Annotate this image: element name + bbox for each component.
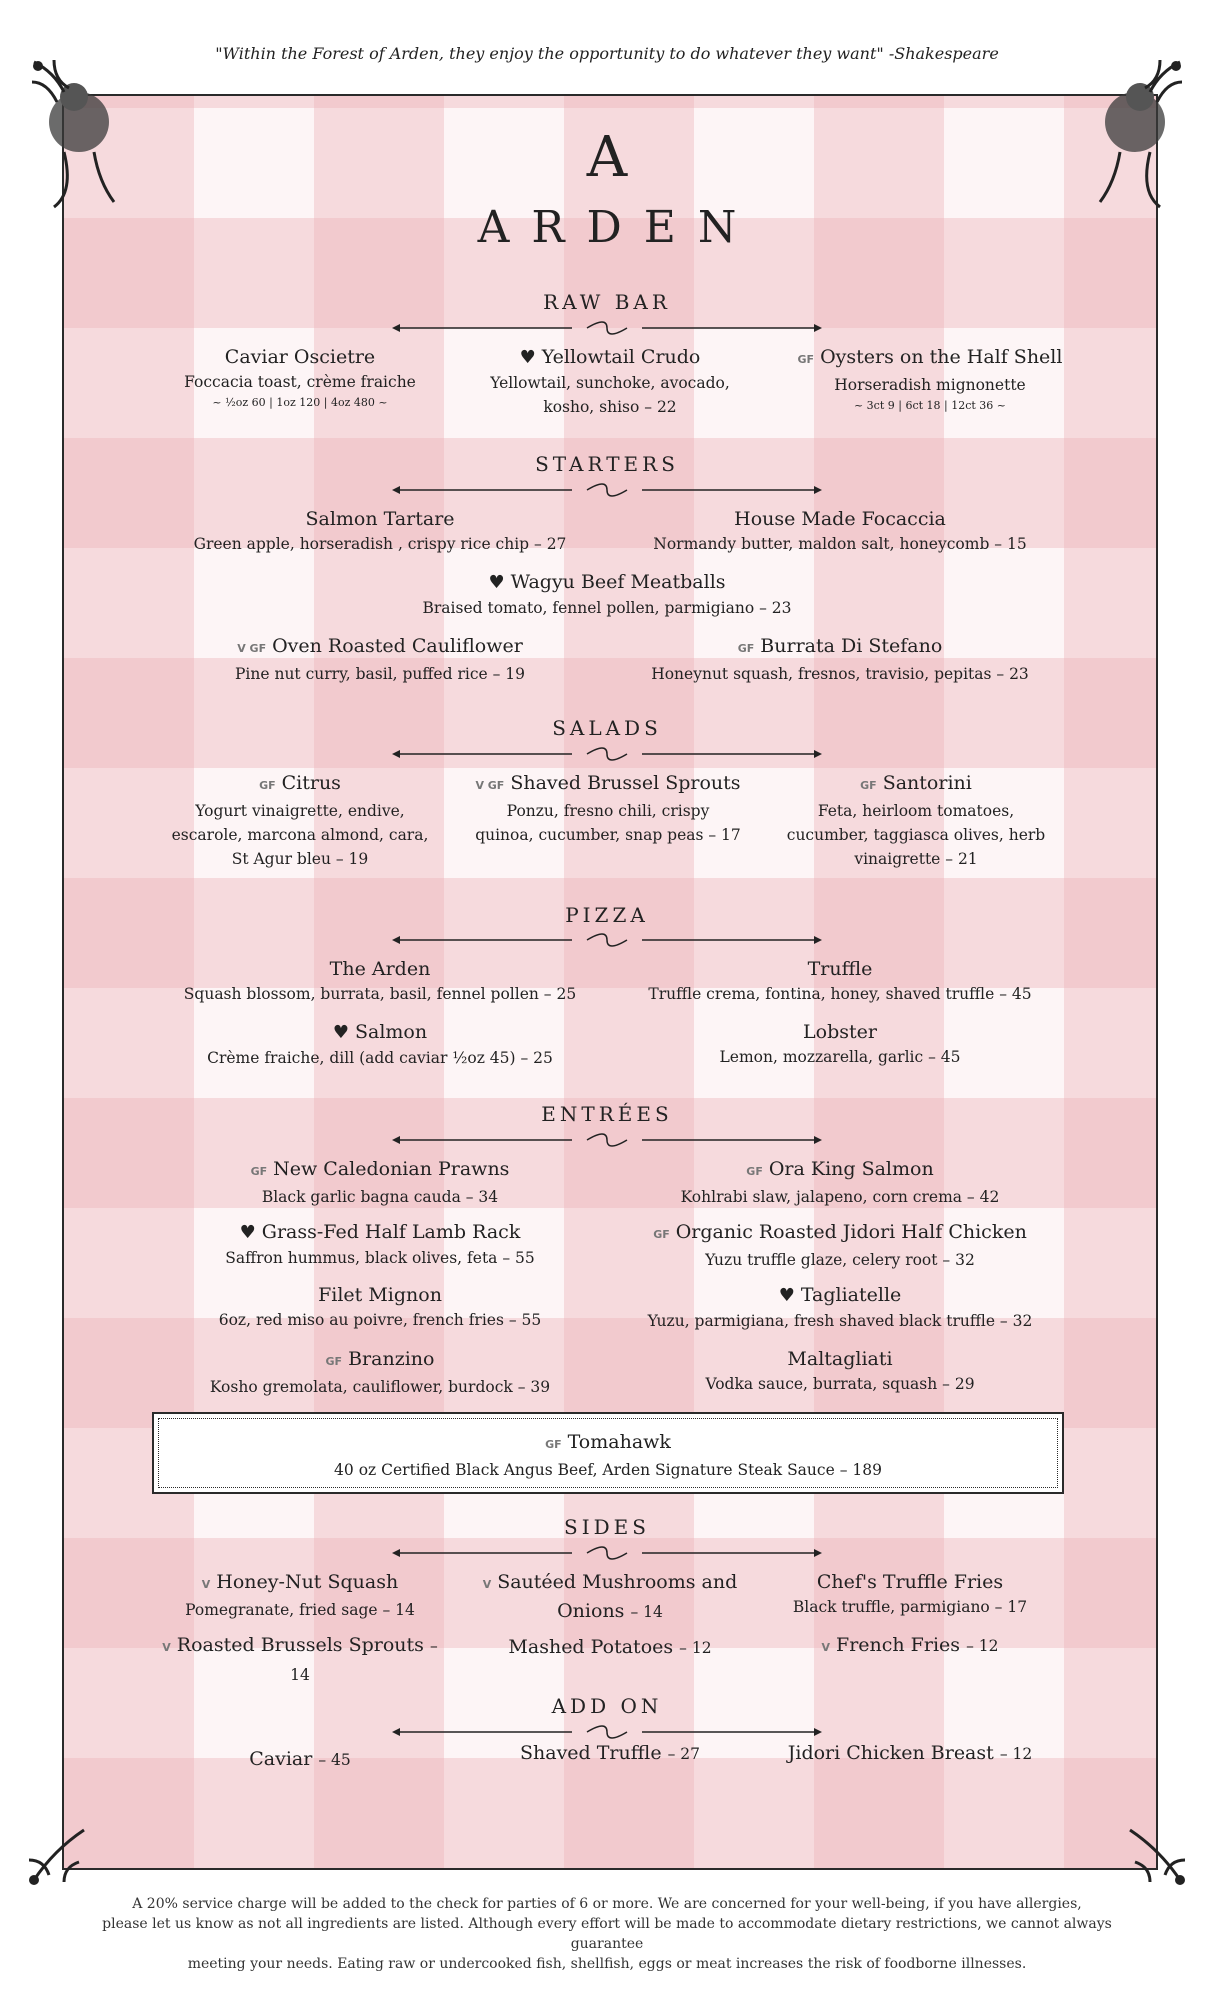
item-name: Organic Roasted Jidori Half Chicken [675, 1221, 1027, 1243]
item-name: Lobster [803, 1021, 877, 1043]
section-title-sides: SIDES [564, 1515, 650, 1539]
heart-icon: ♥ [519, 347, 536, 368]
heart-icon: ♥ [239, 1222, 256, 1243]
flourish-divider-icon [392, 318, 822, 338]
item-name: Caviar Oscietre [224, 346, 376, 368]
item-name: Citrus [281, 772, 341, 794]
item-name: Grass-Fed Half Lamb Rack [261, 1221, 521, 1243]
menu-item [760, 1740, 1060, 1766]
item-desc: Honeynut squash, fresnos, travisio, pepitas – 23 [651, 665, 1029, 683]
menu-item [140, 344, 460, 412]
item-pricing: ~ 3ct 9 | 6ct 18 | 12ct 36 ~ [853, 399, 1007, 412]
menu-item [620, 506, 1060, 556]
item-desc: Pomegranate, fried sage – 14 [185, 1601, 415, 1619]
gf-badge: GF [325, 1355, 343, 1368]
flourish-divider-icon [392, 1722, 822, 1742]
item-name: Ora King Salmon [768, 1158, 934, 1180]
gf-badge: GF [737, 642, 755, 655]
gf-badge: GF [746, 1165, 763, 1178]
item-desc: Truffle crema, fontina, honey, shaved truffle – 45 [648, 985, 1032, 1003]
menu-item [150, 1632, 450, 1687]
item-name-cont: Onions [557, 1600, 625, 1622]
item-price: – 14 [630, 1603, 663, 1621]
footer-line: A 20% service charge will be added to the check for parties of 6 or more. We are concerned for your well-being, if you have allergies, [132, 1896, 1082, 1912]
item-desc: Black truffle, parmigiano – 17 [792, 1598, 1028, 1616]
item-desc: Horseradish mignonette [834, 376, 1026, 394]
item-desc: Crème fraiche, dill (add caviar ½oz 45) – 25 [207, 1049, 553, 1067]
flourish-divider-icon [392, 480, 822, 500]
section-title-salads: SALADS [552, 716, 662, 740]
item-name: Salmon Tartare [305, 508, 455, 530]
v-gf-badge: V GF [475, 779, 505, 792]
item-name: Branzino [348, 1348, 435, 1370]
featured-item-box [152, 1412, 1064, 1494]
item-desc: vinaigrette – 21 [854, 850, 978, 868]
item-name: Filet Mignon [318, 1284, 442, 1306]
item-name: New Caledonian Prawns [273, 1158, 510, 1180]
item-desc: Saffron hummus, black olives, feta – 55 [225, 1249, 535, 1267]
item-desc: Vodka sauce, burrata, squash – 29 [705, 1375, 975, 1393]
item-desc: Feta, heirloom tomatoes, [817, 802, 1015, 820]
menu-item [766, 770, 1066, 871]
item-desc: Foccacia toast, crème fraiche [184, 373, 416, 391]
item-price: – 27 [667, 1745, 701, 1763]
menu-item [610, 956, 1070, 1006]
gf-badge: GF [545, 1438, 562, 1451]
item-desc: Normandy butter, maldon salt, honeycomb – 15 [653, 535, 1027, 553]
section-title-pizza: PIZZA [565, 903, 649, 927]
item-desc: cucumber, taggiasca olives, herb [786, 826, 1046, 844]
menu-item [460, 1569, 760, 1624]
item-desc: 40 oz Certified Black Angus Beef, Arden Signature Steak Sauce – 189 [334, 1461, 882, 1479]
item-desc: Yellowtail, sunchoke, avocado, [490, 374, 730, 392]
footer-disclaimer [80, 1894, 1134, 1974]
section-title-raw-bar: RAW BAR [543, 290, 671, 314]
item-desc: Kohlrabi slaw, jalapeno, corn crema – 42 [680, 1188, 1000, 1206]
item-desc: Yuzu truffle glaze, celery root – 32 [705, 1251, 975, 1269]
item-name: Honey-Nut Squash [216, 1571, 399, 1593]
v-badge: V [162, 1641, 171, 1654]
item-desc: Braised tomato, fennel pollen, parmigiano – 23 [422, 599, 792, 617]
restaurant-name: ARDEN [477, 202, 759, 253]
item-name: Oysters on the Half Shell [820, 346, 1063, 368]
item-name: Maltagliati [787, 1348, 893, 1370]
v-badge: V [821, 1641, 831, 1654]
menu-item [760, 344, 1100, 415]
menu-item [610, 1219, 1070, 1272]
item-price: – 12 [966, 1637, 999, 1655]
item-desc: Yogurt vinaigrette, endive, [195, 802, 405, 820]
item-name: The Arden [329, 958, 431, 980]
item-name: Mashed Potatoes [508, 1636, 674, 1658]
flourish-divider-icon [392, 930, 822, 950]
menu-item [610, 1282, 1070, 1333]
item-name: Burrata Di Stefano [760, 635, 943, 657]
v-badge: V [482, 1578, 492, 1591]
item-price: – 45 [318, 1751, 351, 1769]
item-name: Yellowtail Crudo [541, 346, 701, 368]
item-name: Tagliatelle [800, 1284, 902, 1306]
header-quote: "Within the Forest of Arden, they enjoy the opportunity to do whatever they want" -Shakespeare [215, 44, 999, 63]
heart-icon: ♥ [332, 1022, 349, 1043]
section-title-entrees: ENTRÉES [541, 1102, 673, 1126]
menu-item [150, 770, 450, 871]
item-desc: kosho, shiso – 22 [543, 398, 677, 416]
gf-badge: GF [259, 779, 276, 792]
menu-item [150, 1219, 610, 1270]
menu-item [460, 1740, 760, 1766]
menu-item [610, 1346, 1070, 1396]
menu-item [460, 1634, 760, 1660]
item-desc: escarole, marcona almond, cara, [171, 826, 429, 844]
item-price: – 12 [999, 1745, 1033, 1763]
item-desc: Kosho gremolata, cauliflower, burdock – 39 [209, 1378, 551, 1396]
menu-item [150, 1019, 610, 1070]
menu-item [610, 1019, 1070, 1069]
item-name: Santorini [882, 772, 972, 794]
menu-item [760, 1569, 1060, 1619]
flourish-divider-icon [392, 1130, 822, 1150]
item-desc: Green apple, horseradish , crispy rice chip – 27 [193, 535, 567, 553]
gf-badge: GF [860, 779, 877, 792]
item-name: Sautéed Mushrooms and [497, 1571, 738, 1593]
item-name: French Fries [836, 1634, 961, 1656]
item-name: Shaved Truffle [519, 1742, 662, 1764]
menu-item [460, 344, 760, 419]
item-desc: 6oz, red miso au poivre, french fries – 55 [218, 1311, 542, 1329]
item-price: – 14 [290, 1637, 438, 1684]
menu-item [160, 506, 600, 556]
item-desc: St Agur bleu – 19 [231, 850, 369, 868]
menu-item [150, 1156, 610, 1209]
section-title-add-on: ADD ON [551, 1694, 663, 1718]
section-title-starters: STARTERS [535, 452, 679, 476]
heart-icon: ♥ [778, 1285, 795, 1306]
restaurant-logo [0, 125, 1214, 253]
v-badge: V [201, 1578, 211, 1591]
menu-item [760, 1632, 1060, 1661]
menu-item [150, 956, 610, 1006]
item-name: Shaved Brussel Sprouts [510, 772, 741, 794]
item-name: House Made Focaccia [734, 508, 946, 530]
menu-item [150, 1746, 450, 1772]
logo-monogram: A [586, 125, 628, 190]
item-name: Roasted Brussels Sprouts [176, 1634, 424, 1656]
item-desc: Squash blossom, burrata, basil, fennel pollen – 25 [183, 985, 577, 1003]
item-name: Salmon [355, 1021, 428, 1043]
item-desc: Lemon, mozzarella, garlic – 45 [719, 1048, 961, 1066]
item-name: Chef's Truffle Fries [816, 1571, 1004, 1593]
menu-item [150, 1569, 450, 1622]
item-desc: quinoa, cucumber, snap peas – 17 [475, 826, 741, 844]
item-desc: Pine nut curry, basil, puffed rice – 19 [235, 665, 525, 683]
flourish-divider-icon [392, 1543, 822, 1563]
scroll-ornament-icon [1120, 1820, 1190, 1890]
menu-item [150, 1282, 610, 1332]
menu-item [610, 1156, 1070, 1209]
flourish-divider-icon [392, 744, 822, 764]
item-desc: Ponzu, fresno chili, crispy [506, 802, 710, 820]
gf-badge: GF [797, 353, 815, 366]
footer-line: please let us know as not all ingredients are listed. Although every effort will be made to accommodate dietary restrictions, we cannot always guarantee [102, 1916, 1112, 1952]
item-name: Tomahawk [567, 1431, 671, 1453]
menu-item [450, 770, 766, 847]
v-gf-badge: V GF [237, 642, 267, 655]
menu-item [357, 569, 857, 620]
item-name: Jidori Chicken Breast [787, 1742, 994, 1764]
item-name: Truffle [807, 958, 873, 980]
heart-icon: ♥ [488, 572, 505, 593]
menu-item [160, 633, 600, 686]
item-name: Wagyu Beef Meatballs [510, 571, 726, 593]
footer-line: meeting your needs. Eating raw or undercooked fish, shellfish, eggs or meat increases the risk of foodborne illnesses. [187, 1956, 1027, 1972]
menu-item [620, 633, 1060, 686]
item-name: Oven Roasted Cauliflower [272, 635, 523, 657]
item-name: Caviar [249, 1748, 313, 1770]
item-desc: Yuzu, parmigiana, fresh shaved black truffle – 32 [647, 1312, 1033, 1330]
item-price: – 12 [679, 1639, 712, 1657]
item-pricing: ~ ½oz 60 | 1oz 120 | 4oz 480 ~ [212, 396, 388, 409]
scroll-ornament-icon [24, 1820, 94, 1890]
menu-item [150, 1346, 610, 1399]
gf-badge: GF [653, 1228, 670, 1241]
item-desc: Black garlic bagna cauda – 34 [261, 1188, 499, 1206]
gf-badge: GF [250, 1165, 268, 1178]
